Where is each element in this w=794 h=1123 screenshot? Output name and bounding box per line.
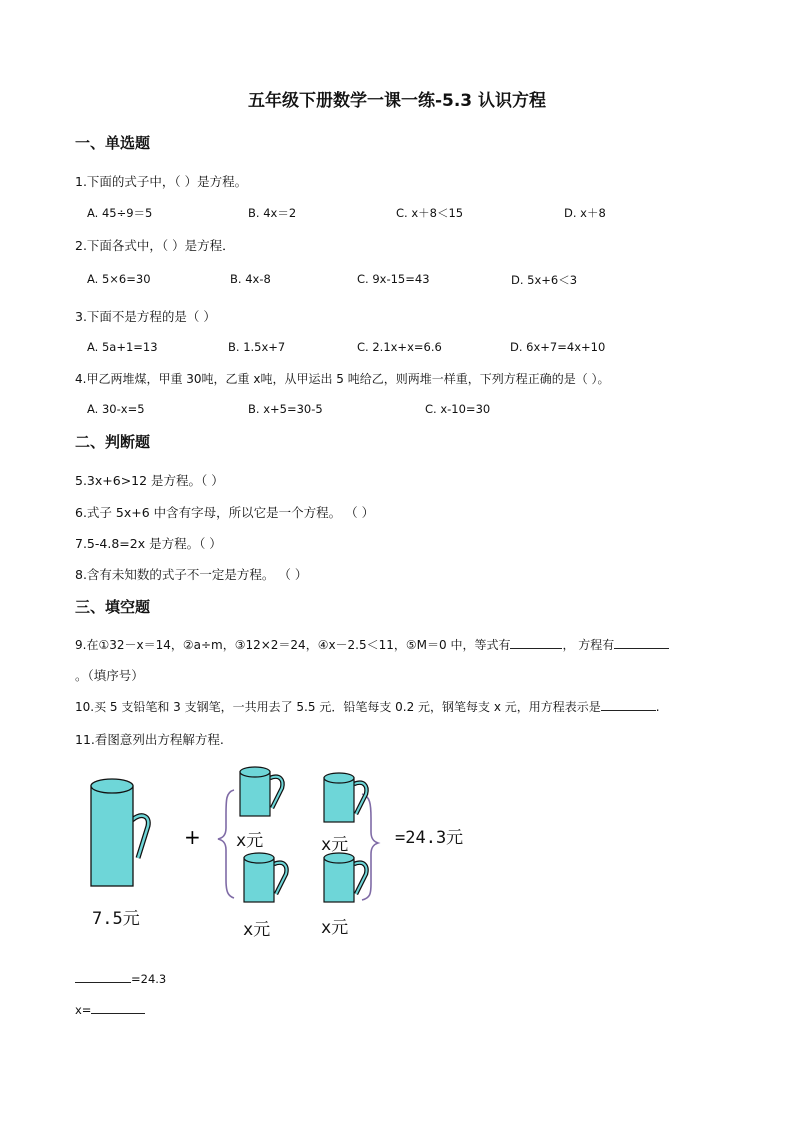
small-cup-icon — [244, 853, 287, 902]
answer-line-1 — [75, 970, 166, 986]
question-9-text-2: ， 方程有 — [562, 638, 615, 652]
question-9-text-1: 9.在①32－x＝14，②a÷m，③12×2＝24，④x－2.5＜11，⑤M＝0 中，等式有 — [75, 638, 511, 652]
small-cup-icon — [324, 853, 367, 902]
question-7: 7.5-4.8=2x 是方程。（ ） — [75, 536, 222, 551]
answer-line-1-text: =24.3 — [131, 972, 167, 986]
question-11: 11.看图意列出方程解方程. — [75, 732, 224, 747]
question-5: 5.3x+6>12 是方程。（ ） — [75, 473, 224, 488]
question-9-tail: 。（填序号） — [75, 668, 144, 683]
answer-blank-equations[interactable] — [510, 636, 562, 649]
q4-option-a: A. 30-x=5 — [87, 402, 145, 416]
page-title: 五年级下册数学一课一练-5.3 认识方程 — [247, 91, 547, 111]
question-9 — [75, 636, 669, 653]
question-8: 8.含有未知数的式子不一定是方程。 （ ） — [75, 567, 308, 582]
q4-option-b: B. x+5=30-5 — [248, 402, 323, 416]
cup-price-label: x元 — [321, 835, 349, 855]
q1-option-d: D. x＋8 — [564, 206, 606, 220]
question-10 — [75, 698, 660, 715]
question-3: 3.下面不是方程的是（ ） — [75, 309, 216, 324]
q1-option-b: B. 4x＝2 — [248, 206, 297, 220]
question-10-text: 10.买 5 支铅笔和 3 支钢笔，一共用去了 5.5 元．铅笔每支 0.2 元，钢笔每支 x 元，用方程表示是 — [75, 700, 601, 714]
left-brace — [218, 790, 234, 898]
q1-option-a: A. 45÷9＝5 — [87, 206, 153, 220]
cup-price-label: x元 — [236, 831, 264, 851]
question-1: 1.下面的式子中，（ ）是方程。 — [75, 174, 248, 189]
q3-option-a: A. 5a+1=13 — [87, 340, 158, 354]
answer-blank-equation[interactable] — [601, 698, 656, 711]
small-cup-icon — [240, 767, 283, 816]
section-heading-single-choice: 一、单选题 — [75, 134, 151, 152]
cup-price-label: x元 — [321, 918, 349, 938]
section-heading-true-false: 二、判断题 — [75, 433, 151, 451]
q2-option-d: D. 5x+6＜3 — [511, 273, 578, 287]
cups-figure — [80, 760, 500, 940]
question-2: 2.下面各式中，（ ）是方程． — [75, 238, 235, 253]
question-6: 6.式子 5x+6 中含有字母，所以它是一个方程。 （ ） — [75, 505, 375, 520]
plus-sign: + — [184, 825, 201, 849]
q2-option-b: B. 4x-8 — [230, 272, 271, 286]
total-equals-label: =24.3元 — [395, 828, 464, 848]
small-cup-icon — [324, 773, 367, 822]
q3-option-b: B. 1.5x+7 — [228, 340, 286, 354]
right-brace — [362, 794, 378, 900]
q1-option-c: C. x＋8＜15 — [396, 206, 464, 220]
section-heading-fill-blank: 三、填空题 — [75, 598, 151, 616]
answer-line-2-text: x= — [75, 1003, 92, 1017]
q2-option-a: A. 5×6=30 — [87, 272, 151, 286]
question-10-end: . — [655, 700, 660, 714]
answer-line-2 — [75, 1001, 145, 1017]
big-cup-icon — [91, 779, 148, 886]
q4-option-c: C. x-10=30 — [425, 402, 491, 416]
answer-blank-expression[interactable] — [75, 970, 131, 983]
q3-option-d: D. 6x+7=4x+10 — [510, 340, 606, 354]
answer-blank-x[interactable] — [91, 1001, 145, 1014]
cup-price-label: x元 — [243, 920, 271, 940]
q3-option-c: C. 2.1x+x=6.6 — [357, 340, 442, 354]
big-cup-price-label: 7.5元 — [92, 909, 140, 929]
q2-option-c: C. 9x-15=43 — [357, 272, 430, 286]
answer-blank-equations-2[interactable] — [614, 636, 669, 649]
question-4: 4.甲乙两堆煤，甲重 30吨，乙重 x吨，从甲运出 5 吨给乙，则两堆一样重，下列方程正确的是（ ）。 — [75, 372, 610, 386]
